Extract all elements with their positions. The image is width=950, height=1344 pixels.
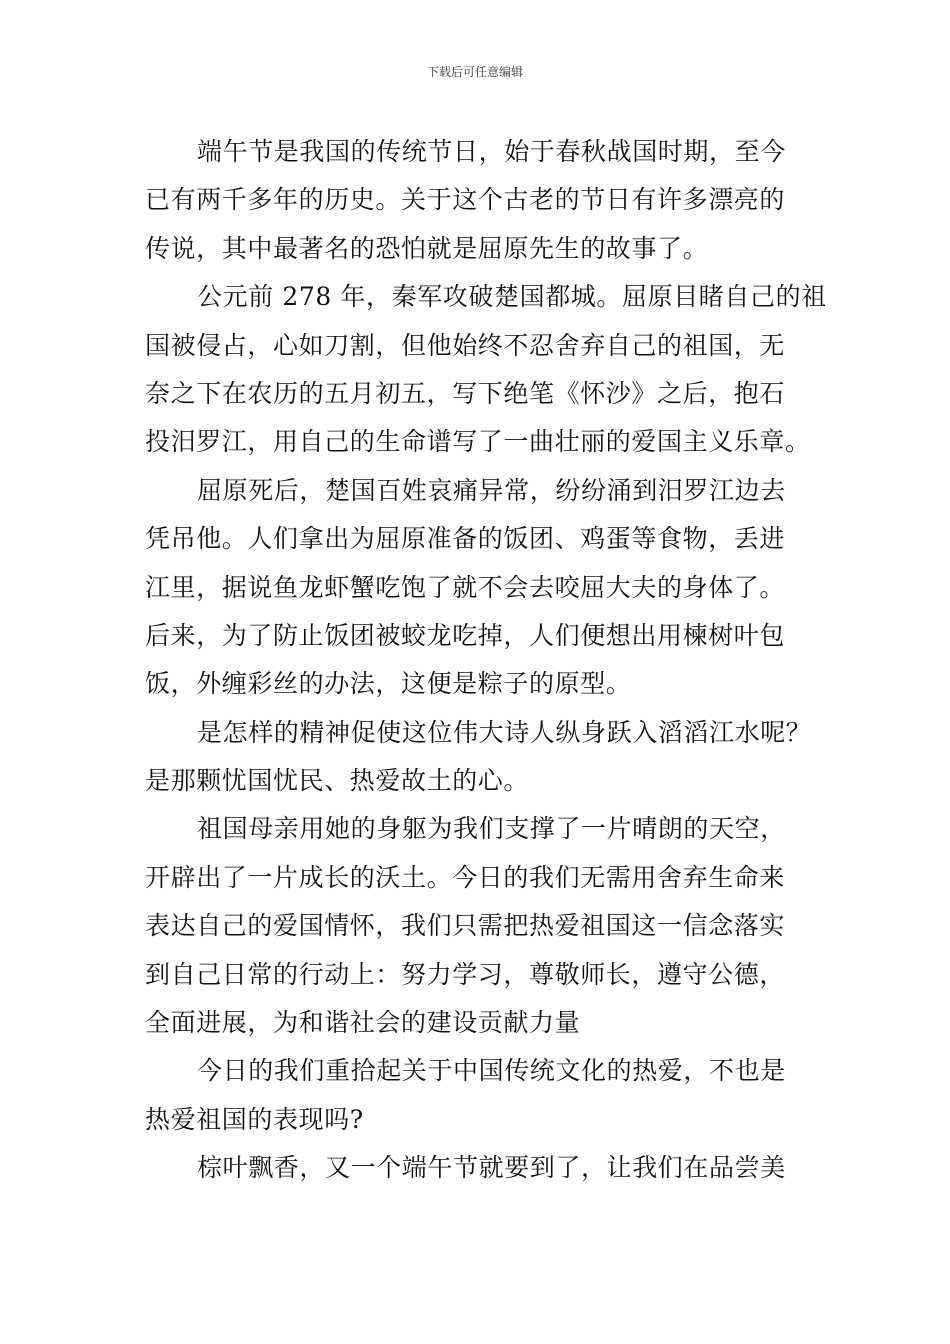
text-line: 是怎样的精神促使这位伟大诗人纵身跃入滔滔江水呢？ xyxy=(197,717,812,747)
text-line: 棕叶飘香，又一个端午节就要到了，让我们在品尝美 xyxy=(197,1153,786,1183)
text-line: 全面进展，为和谐社会的建设贡献力量 xyxy=(145,1008,581,1038)
text-line: 已有两千多年的历史。关于这个古老的节日有许多漂亮的 xyxy=(145,185,786,215)
text-line: 端午节是我国的传统节日，始于春秋战国时期，至今 xyxy=(197,137,786,166)
text-line: 祖国母亲用她的身躯为我们支撑了一片晴朗的天空， xyxy=(197,814,786,844)
page-header: 下载后可任意编辑 xyxy=(426,65,523,79)
text-line: 投汨罗江，用自己的生命谱写了一曲壮丽的爱国主义乐章。 xyxy=(145,427,811,457)
text-line: 奈之下在农历的五月初五，写下绝笔《怀沙》之后，抱石 xyxy=(145,378,786,408)
text-line: 后来，为了防止饭团被蛟龙吃掉，人们便想出用楝树叶包 xyxy=(145,620,786,650)
text-line: 传说，其中最著名的恐怕就是屈原先生的故事了。 xyxy=(145,233,709,263)
text-line: 开辟出了一片成长的沃土。今日的我们无需用舍弃生命来 xyxy=(145,862,786,892)
text-line: 热爱祖国的表现吗? xyxy=(145,1104,364,1134)
text-line: 表达自己的爱国情怀，我们只需把热爱祖国这一信念落实 xyxy=(145,911,786,941)
document-body xyxy=(145,128,827,1193)
text-line: 今日的我们重拾起关于中国传统文化的热爱，不也是 xyxy=(197,1056,786,1086)
text-line: 公元前 278 年，秦军攻破楚国都城。屈原目睹自己的祖 xyxy=(197,282,827,312)
text-line: 国被侵占，心如刀割，但他始终不忍舍弃自己的祖国，无 xyxy=(145,330,786,360)
text-line: 是那颗忧国忧民、热爱故土的心。 xyxy=(145,766,530,796)
text-line: 饭，外缠彩丝的办法，这便是粽子的原型。 xyxy=(145,669,632,699)
text-line: 江里，据说鱼龙虾蟹吃饱了就不会去咬屈大夫的身体了。 xyxy=(145,572,786,602)
text-line: 屈原死后，楚国百姓哀痛异常，纷纷涌到汨罗江边去 xyxy=(197,475,786,505)
text-line: 凭吊他。人们拿出为屈原准备的饭团、鸡蛋等食物，丢进 xyxy=(145,524,786,554)
text-line: 到自己日常的行动上：努力学习，尊敬师长，遵守公德， xyxy=(145,959,786,989)
